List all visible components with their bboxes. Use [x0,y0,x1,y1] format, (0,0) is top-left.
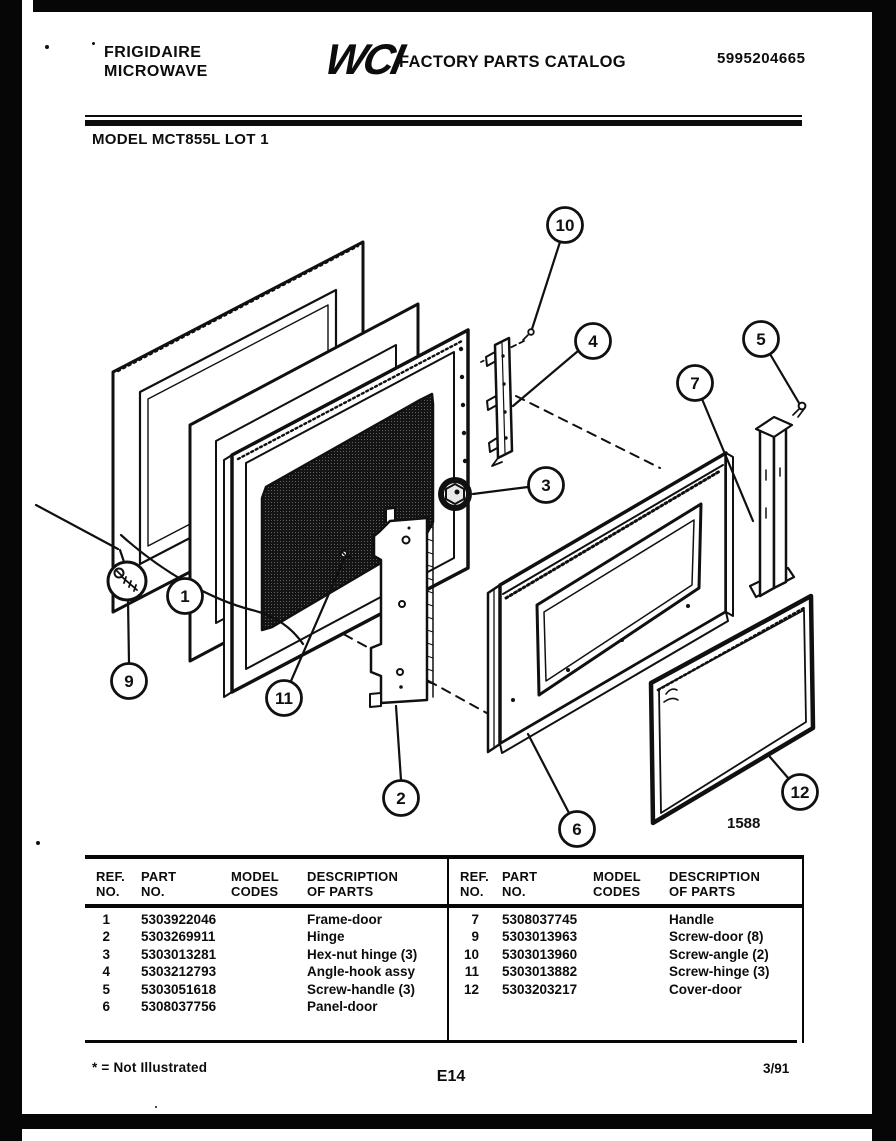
ref-no: 2 [102,929,110,945]
hex-nut [438,477,472,511]
part-description: Panel-door [307,998,378,1014]
svg-text:3: 3 [541,476,551,495]
brand-line1: FRIGIDAIRE [104,44,202,61]
ref-no: 5 [102,981,110,997]
part-no: 5303013960 [502,946,578,962]
svg-text:12: 12 [790,783,810,802]
callout-7 [678,366,713,401]
screw-door-detail [108,562,146,600]
svg-text:7: 7 [690,374,700,393]
svg-text:9: 9 [124,672,134,691]
part-description: Angle-hook assy [307,964,416,980]
part-description: Screw-door (8) [669,929,764,945]
not-illustrated-note: * = Not Illustrated [92,1060,208,1075]
model-codes [593,928,669,945]
ref-no: 3 [102,946,110,962]
table-top-rule [85,855,803,859]
callout-5 [744,322,779,357]
ref-no: 7 [471,912,479,927]
table-row [460,911,800,928]
svg-text:2: 2 [396,789,406,808]
col-part: PART [141,869,177,884]
model-codes [231,928,307,945]
svg-text:6: 6 [572,820,582,839]
part-no: 5303013281 [141,946,217,962]
part-no: 5303922046 [141,912,217,927]
date-code: 3/91 [763,1061,790,1076]
ref-no: 12 [463,981,479,997]
part-description: Hinge [307,929,345,945]
part-description: Screw-handle (3) [307,981,416,997]
door-handle [750,417,794,597]
part-description: Handle [669,912,715,927]
screw-angle-icon [523,329,534,340]
table-header-rule [85,904,803,908]
callout-1 [168,579,203,614]
callout-12 [783,775,818,810]
callout-9 [112,664,147,699]
ref-no: 4 [102,964,110,980]
model-codes [593,981,669,998]
svg-text:4: 4 [588,332,598,351]
part-no: 5308037756 [141,998,217,1014]
figure-number: 1588 [727,815,761,832]
table-row [96,981,446,998]
angle-hook-assembly [486,338,512,466]
table-row [460,963,800,980]
col-desc-line2: OF PARTS [669,884,736,899]
wci-logo: WCI [321,36,406,84]
svg-text:1: 1 [180,587,190,606]
col-model: MODEL [231,869,279,884]
parts-table-right-header [460,869,800,899]
callout-6 [560,812,595,847]
callout-4 [576,324,611,359]
col-part: PART [502,869,538,884]
table-row [96,963,446,980]
col-desc-line2: OF PARTS [307,884,374,899]
model-codes [231,963,307,980]
part-no: 5303013963 [502,929,578,945]
col-model-line2: CODES [231,884,279,899]
parts-table-right [460,911,800,998]
table-bottom-rule [85,1040,797,1043]
screw-handle-icon [793,403,805,417]
callout-11 [267,681,302,716]
publication-number: 5995204665 [717,50,806,67]
model-codes [231,946,307,963]
table-row [460,946,800,963]
page-code: E14 [436,1068,466,1085]
table-row [96,946,446,963]
part-description: Hex-nut hinge (3) [307,946,418,962]
parts-table-left-header [96,869,446,899]
table-right-border [802,855,804,1043]
table-row [96,998,446,1015]
col-desc: DESCRIPTION [307,869,399,884]
callout-3 [529,468,564,503]
table-row [96,928,446,945]
ref-no: 10 [463,946,479,962]
col-ref: REF. [96,869,125,884]
col-part-line2: NO. [141,884,165,899]
col-model: MODEL [593,869,641,884]
model-codes [593,963,669,980]
model-codes [231,981,307,998]
col-part-line2: NO. [502,884,526,899]
part-description: Cover-door [669,981,742,997]
col-model-line2: CODES [593,884,641,899]
model-codes [231,911,307,928]
brand-line2: MICROWAVE [104,63,208,80]
ref-no: 11 [464,964,479,980]
table-divider [447,855,449,1043]
ref-no: 1 [102,912,110,927]
part-no: 5303212793 [141,964,217,980]
model-codes [593,946,669,963]
col-ref-line2: NO. [460,884,484,899]
model-codes [231,998,307,1015]
col-ref-line2: NO. [96,884,120,899]
ref-no: 6 [102,998,110,1014]
part-description: Frame-door [307,912,383,927]
callout-2 [384,781,419,816]
svg-text:5: 5 [756,330,766,349]
part-description: Screw-hinge (3) [669,964,770,980]
parts-table-left [96,911,446,1015]
col-ref: REF. [460,869,489,884]
table-row [460,928,800,945]
table-row [460,981,800,998]
ref-no: 9 [471,929,479,945]
part-no: 5303269911 [141,929,216,945]
table-row [96,911,446,928]
model-number: MODEL MCT855L LOT 1 [92,131,269,148]
part-no: 5303203217 [502,981,578,997]
callout-10 [548,208,583,243]
catalog-title: FACTORY PARTS CATALOG [399,53,626,71]
col-desc: DESCRIPTION [669,869,761,884]
svg-text:10: 10 [555,216,575,235]
part-description: Screw-angle (2) [669,946,769,962]
model-codes [593,911,669,928]
part-no: 5303013882 [502,964,578,980]
svg-text:11: 11 [275,689,293,708]
part-no: 5303051618 [141,981,217,997]
part-no: 5308037745 [502,912,578,927]
